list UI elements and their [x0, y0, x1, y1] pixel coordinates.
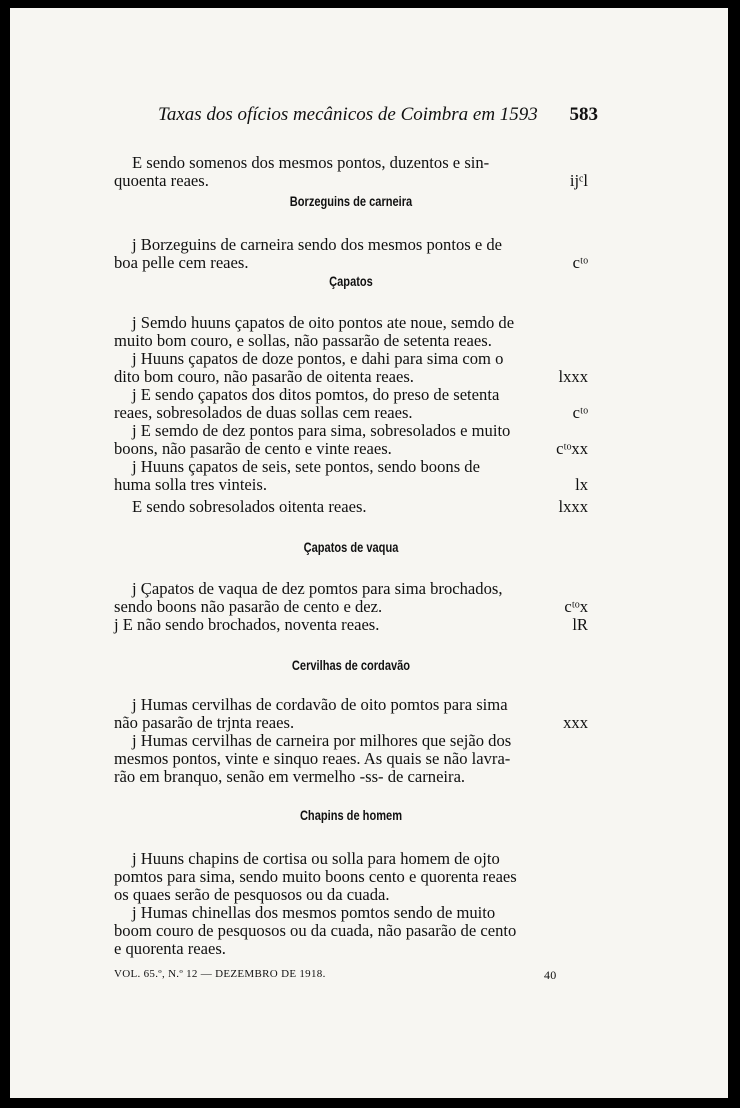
text-line: j Çapatos de vaqua de dez pomtos para sima brochados,: [132, 579, 503, 598]
text-line: E sendo somenos dos mesmos pontos, duzentos e sin-: [132, 153, 490, 172]
text-line: mesmos pontos, vinte e sinquo reaes. As quais se não lavra-: [114, 749, 511, 768]
amount: lx: [575, 475, 588, 494]
text-line: j E sendo çapatos dos ditos pomtos, do preso de setenta: [132, 385, 500, 404]
amount: lxxx: [558, 367, 588, 386]
amount: cᵗᵒx: [564, 597, 588, 616]
text-line: rão em branquo, senão em vermelho -ss- de carneira.: [114, 767, 466, 786]
text-line: muito bom couro, e sollas, não passarão de setenta reaes.: [114, 331, 492, 350]
text-line: j Humas cervilhas de carneira por milhores que sejão dos: [132, 731, 512, 750]
amount: lR: [572, 615, 588, 634]
amount: lxxx: [558, 497, 588, 516]
text-line: E sendo sobresolados oitenta reaes. lxxx: [132, 497, 588, 516]
text-line: j E não sendo brochados, noventa reaes. lR: [114, 615, 588, 634]
signature-mark: 40: [544, 968, 557, 982]
text-line: boom couro de pesquosos ou da cuada, não pasarão de cento: [114, 921, 517, 940]
text-line: não pasarão de trjnta reaes. xxx: [114, 713, 588, 732]
text-line: boons, não pasarão de cento e vinte reaes. cᵗᵒxx: [114, 439, 588, 458]
section-heading: Chapins de homem: [299, 808, 403, 823]
section-heading: Çapatos de vaqua: [303, 540, 399, 555]
text-line: j Huuns chapins de cortisa ou solla para homem de ojto: [132, 849, 500, 868]
amount: cᵗᵒ: [572, 403, 588, 422]
text-line: j Semdo huuns çapatos de oito pontos ate noue, semdo de: [132, 313, 515, 332]
running-header: [158, 104, 598, 126]
text-line: sendo boons não pasarão de cento e dez. cᵗᵒx: [114, 597, 588, 616]
text-line: os quaes serão de pesquosos ou da cuada.: [114, 885, 390, 904]
text-line: j E semdo de dez pontos para sima, sobresolados e muito: [132, 421, 511, 440]
text-line: dito bom couro, não pasarão de oitenta reaes. lxxx: [114, 367, 588, 386]
volume-info: VOL. 65.º, N.º 12 — DEZEMBRO DE 1918.: [114, 968, 326, 980]
running-title: Taxas dos ofícios mecânicos de Coimbra em 1593: [158, 104, 538, 125]
amount: cᵗᵒ: [572, 253, 588, 272]
section-heading: Cervilhas de cordavão: [291, 658, 411, 673]
amount: ijᶜl: [569, 171, 588, 190]
text-line: j Humas chinellas dos mesmos pomtos sendo de muito: [132, 903, 496, 922]
text-line: pomtos para sima, sendo muito boons cento e quorenta reaes: [114, 867, 517, 886]
page-footer: [114, 968, 588, 980]
text-line: j Borzeguins de carneira sendo dos mesmos pontos e de: [132, 235, 503, 254]
section-heading: Çapatos: [329, 274, 373, 289]
text-line: reaes, sobresolados de duas sollas cem reaes. cᵗᵒ: [114, 403, 588, 422]
text-line: quoenta reaes. ijᶜl: [114, 171, 588, 190]
text-line: j Huuns çapatos de seis, sete pontos, sendo boons de: [132, 457, 480, 476]
page-number: 583: [569, 104, 598, 125]
text-line: huma solla tres vinteis. lx: [114, 475, 588, 494]
text-line: j Huuns çapatos de doze pontos, e dahi para sima com o: [132, 349, 504, 368]
amount: cᵗᵒxx: [556, 439, 588, 458]
text-line: e quorenta reaes.: [114, 939, 226, 958]
page: [10, 8, 728, 1098]
section-heading: Borzeguins de carneira: [289, 194, 413, 209]
text-line: boa pelle cem reaes. cᵗᵒ: [114, 253, 588, 272]
amount: xxx: [563, 713, 588, 732]
text-line: j Humas cervilhas de cordavão de oito pomtos para sima: [132, 695, 508, 714]
